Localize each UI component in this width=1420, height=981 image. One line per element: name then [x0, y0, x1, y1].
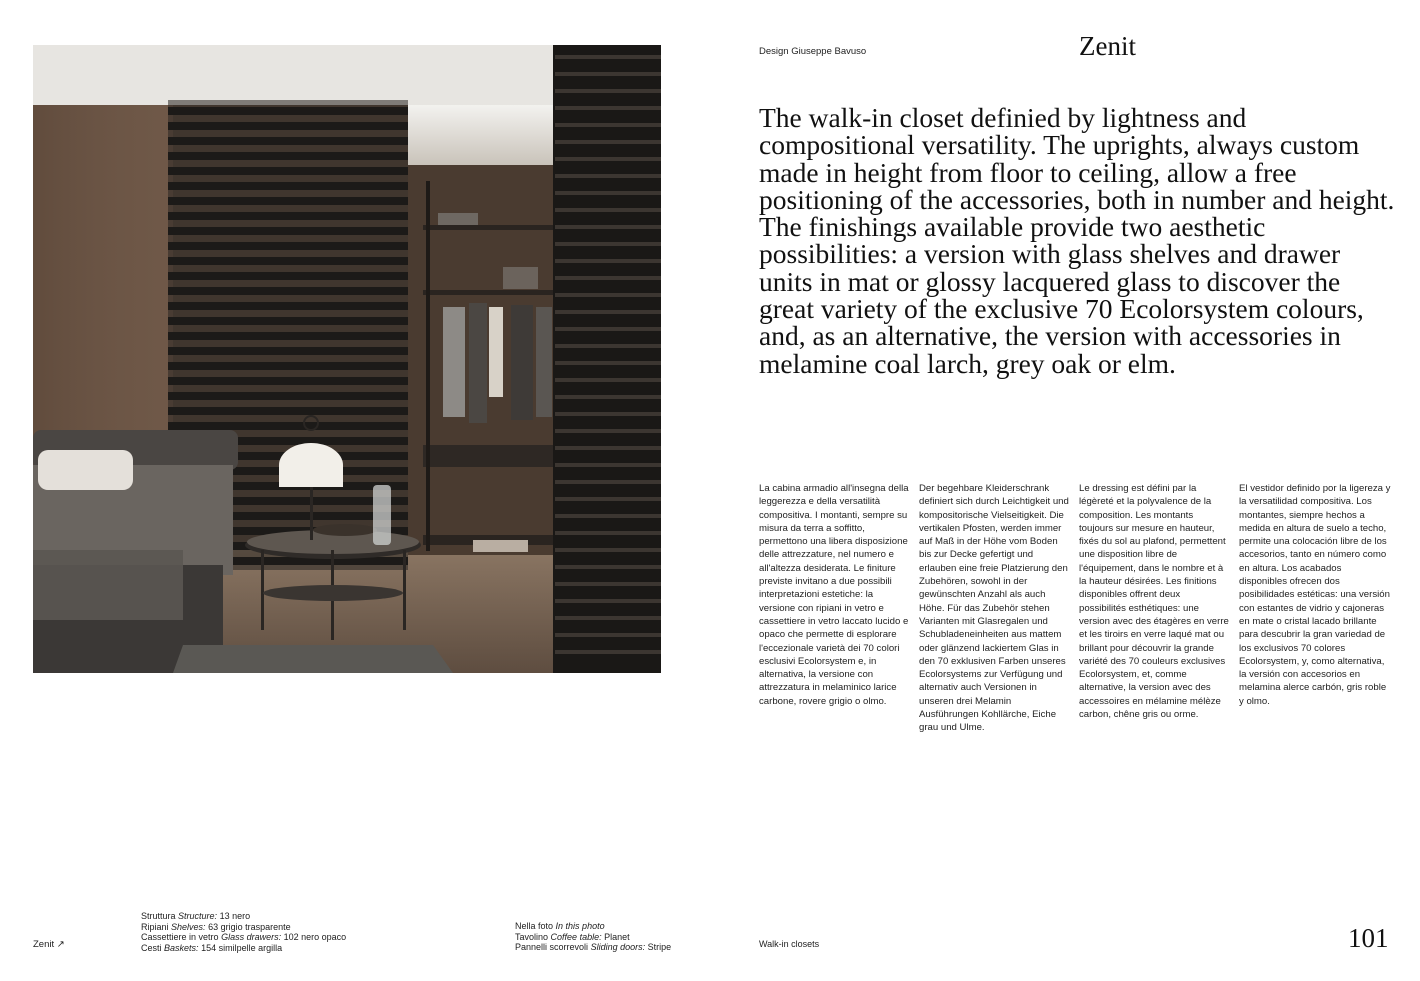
in-photo-list	[515, 921, 671, 953]
in-photo-line: Pannelli scorrevoli Sliding doors: Stripe	[515, 942, 672, 952]
product-title: Zenit	[1079, 31, 1136, 61]
lead-paragraph: The walk-in closet definied by lightness and compositional versatility. The uprights, always custom made in height from floor to ceiling, allow a free positioning of the accessories, both in number and height. The finishings available provide two aesthetic possibilities: a version with glass shelves and drawer units in mat or glossy lacquered glass to discover the great variety of the exclusive 70 Ecolorsystem colours, and, as an alternative, the version with accessories in melamine coal larch, grey oak or elm.	[759, 102, 1395, 379]
spec-line: Ripiani Shelves: 63 grigio trasparente	[141, 921, 291, 932]
text-column-french: Le dressing est défini par la légèreté et la polyvalence de la composition. Les montants toujours sur mesure en hauteur, fixés du sol au plafond, permettent une disposition libre de l'équipement, dans le nombre et à la hauteur désirées. Les finitions disponibles offrent deux possibilités esthétiques: une version avec des étagères en verre et les tiroirs en verre laqué mat ou brillant pour découvrir la grande variété des 70 couleurs exclusives Ecolorsystem, et, comme alternative, la version avec des accessoires en mélamine mélèze carbon, chêne gris ou orme.	[1079, 483, 1229, 721]
page-number: 101	[1348, 923, 1389, 953]
text-column-german: Der begehbare Kleiderschrank definiert sich durch Leichtigkeit und kompositorische Vielseitigkeit. Die vertikalen Pfosten, werden immer auf Maß in der Höhe vom Boden bis zur Decke gefertigt und erlauben eine freie Platzierung den Zubehören, sowohl in der gewünschten Anzahl als auch Höhe. Für das Zubehör stehen Varianten mit Glasregalen und Schubladeneinheiten aus mattem oder glänzend lackiertem Glas in den 70 exklusiven Farben unseres Ecolorsystems zur Verfügung und alternativ auch Versionen in unseren drei Melamin Ausführungen Kohllärche, Eiche grau und Ulme.	[919, 483, 1069, 734]
text-column-italian: La cabina armadio all'insegna della leggerezza e della versatilità compositiva. I montanti, sempre su misura da terra a soffitto, permettono una libera disposizione delle attrezzature, nel numero e all'altezza desiderata. Le finiture previste invitano a due possibili interpretazioni estetiche: la versione con ripiani in vetro e cassettiere in vetro laccato lucido e opaco che permette di esplorare l'eccezionale varietà dei 70 colori esclusivi Ecolorsystem e, in alternativa, la versione con attrezzatura in melaminico larice carbone, rovere grigio o olmo.	[759, 483, 909, 707]
in-photo-line: Nella foto In this photo	[515, 921, 605, 931]
spec-list	[141, 911, 346, 953]
walk-in-closet-photo	[33, 45, 661, 673]
section-label: Walk-in closets	[759, 939, 820, 949]
spec-line: Cassettiere in vetro Glass drawers: 102 nero opaco	[141, 932, 347, 942]
text-column-spanish: El vestidor definido por la ligereza y la versatilidad compositiva. Los montantes, siempre hechos a medida en altura de suelo a techo, permite una colocación libre de los accesorios, tanto en número como en altura. Los acabados disponibles ofrecen dos posibilidades estéticas: una versión con estantes de vidrio y cajoneras en mate o cristal lacado brillante para descubrir la gran variedad de los exclusivos 70 colores Ecolorsystem, y, como alternativa, la versión con accesorios en melamina alerce carbón, gris roble y olmo.	[1239, 483, 1391, 707]
footer-collection-link[interactable]: Zenit ↗	[33, 939, 65, 950]
spec-line: Cesti Baskets: 154 similpelle argilla	[141, 942, 283, 953]
spec-line: Struttura Structure: 13 nero	[141, 911, 251, 921]
in-photo-line: Tavolino Coffee table: Planet	[515, 931, 630, 942]
designer-credit: Design Giuseppe Bavuso	[759, 46, 867, 57]
